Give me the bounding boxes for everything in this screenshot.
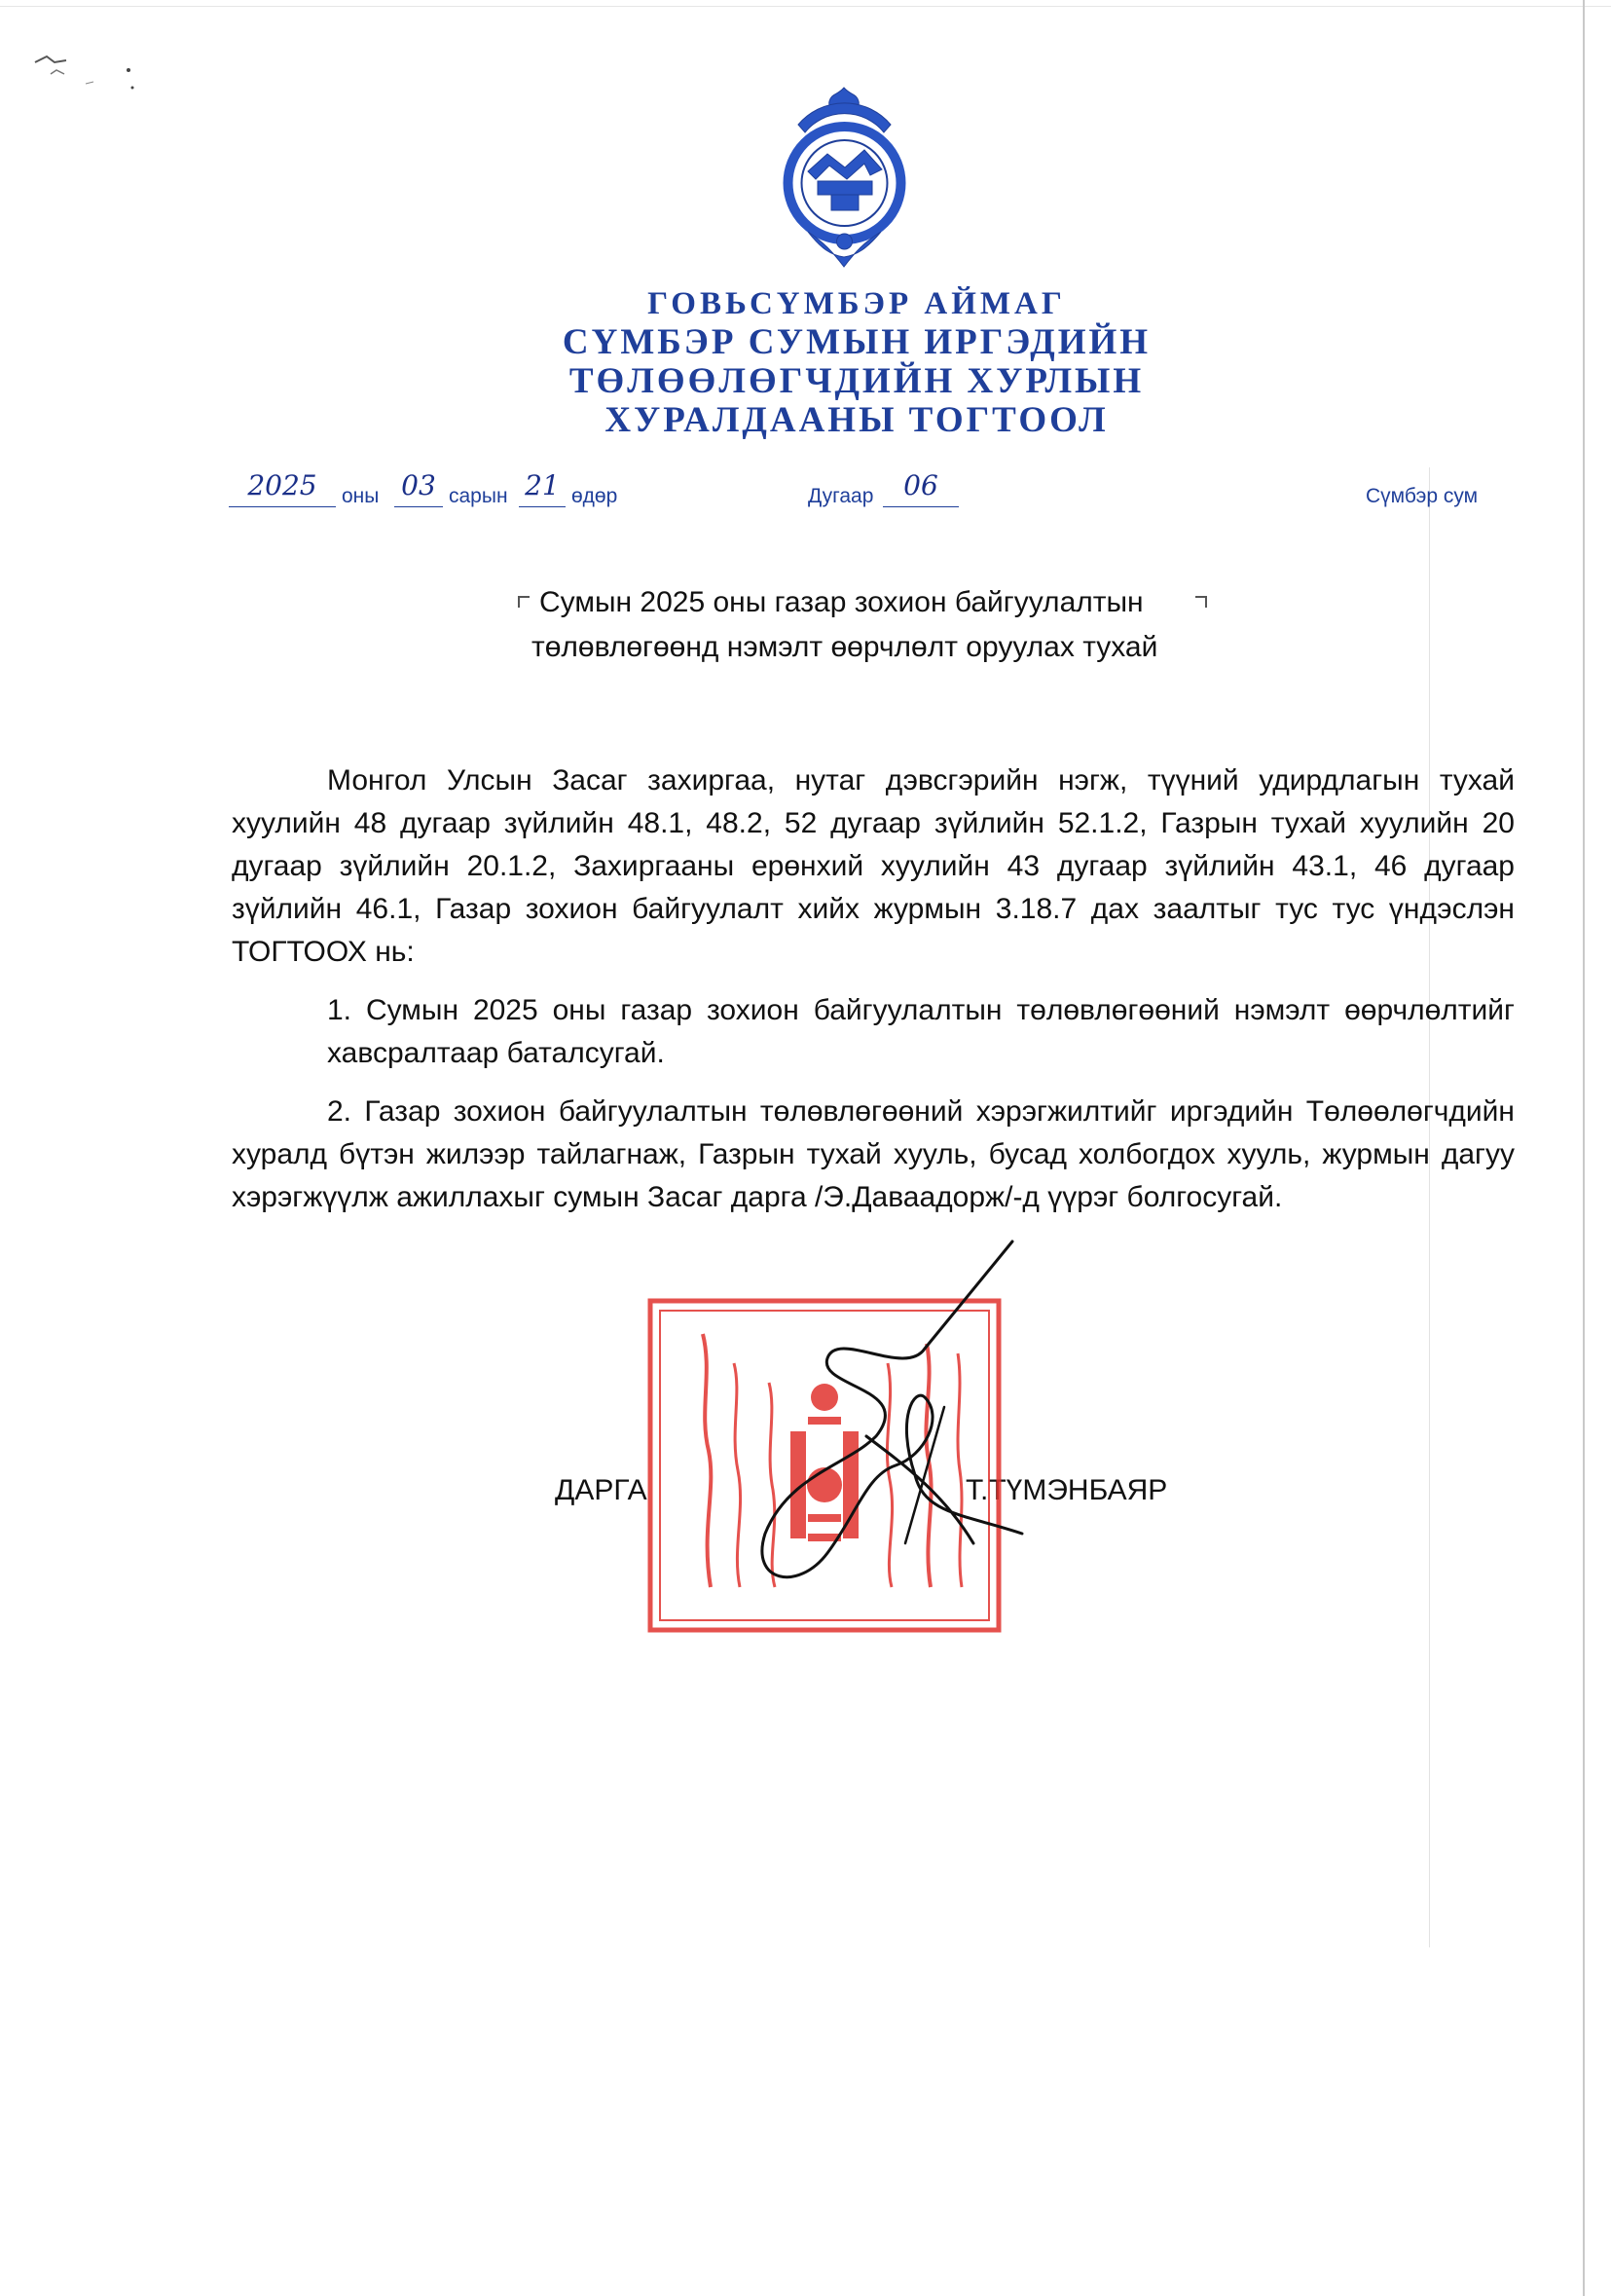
document-header: [487, 284, 1227, 440]
header-line-1: СҮМБЭР СУМЫН ИРГЭДИЙН: [562, 322, 1152, 362]
body-item-2: 2. Газар зохион байгуулалтын төлөвлөгөөний хэрэгжилтийг иргэдийн Төлөөлөгчдийн хуралд бүтэн жилээр тайлагнаж, Газрын тухай хууль, бусад холбогдох хууль, журмын дагуу хэрэгжүүлж ажиллахыг сумын Засаг дарга /Э.Даваадорж/-д үүрэг болгосугай.: [232, 1095, 1515, 1213]
signatory-name: Т.ТҮМЭНБАЯР: [966, 1474, 1168, 1506]
header-line-2: ТӨЛӨӨЛӨГЧДИЙН ХУРЛЫН: [568, 361, 1145, 401]
place-label: Сүмбэр сум: [1366, 485, 1479, 507]
signatory-title: ДАРГА: [555, 1474, 647, 1506]
body-preamble: Монгол Улсын Засаг захиргаа, нутаг дэвсгэрийн нэгж, түүний удирдлагын тухай хуулийн 48 дугаар зүйлийн 48.1, 48.2, 52 дугаар зүйлийн 52.1.2, Газрын тухай хуулийн 20 дугаар зүйлийн 20.1.2, Захиргааны ерөнхий хуулийн 43 дугаар зүйлийн 43.1, 46 дугаар зүйлийн 46.1, Газар зохион байгуулалт хийх журмын 3.18.7 дах заалтыг тус тус үндэслэн ТОГТООХ нь:: [232, 764, 1515, 968]
date-month-suffix: сарын: [449, 485, 508, 507]
date-day-field: 21: [519, 471, 566, 507]
document-subject: [518, 580, 1258, 670]
document-number-field: 06: [883, 471, 959, 507]
date-year-field: 2025: [229, 471, 336, 507]
number-label: Дугаар: [808, 485, 874, 507]
handwritten-signature: [720, 1222, 1061, 1631]
date-year-suffix: оны: [342, 485, 380, 507]
subject-line-2: төлөвлөгөөнд нэмэлт өөрчлөлт оруулах тухай: [531, 631, 1158, 663]
date-month-field: 03: [394, 471, 443, 507]
header-province: ГОВЬСҮМБЭР АЙМАГ: [647, 286, 1066, 321]
body-item-1: 1. Сумын 2025 оны газар зохион байгуулалтын төлөвлөгөөний нэмэлт өөрчлөлтийг хавсралтаар баталсугай.: [327, 994, 1515, 1069]
scan-edge: [0, 6, 1611, 7]
document-body: [232, 759, 1515, 1219]
dateline: [229, 471, 1504, 520]
date-day-suffix: өдөр: [571, 485, 618, 507]
scan-edge: [1583, 0, 1585, 2296]
subject-line-1: Сумын 2025 оны газар зохион байгуулалтын: [539, 586, 1144, 618]
state-emblem-icon: [769, 86, 920, 271]
header-line-3: ХУРАЛДААНЫ ТОГТООЛ: [604, 400, 1109, 440]
scan-noise-marks: [27, 49, 144, 127]
